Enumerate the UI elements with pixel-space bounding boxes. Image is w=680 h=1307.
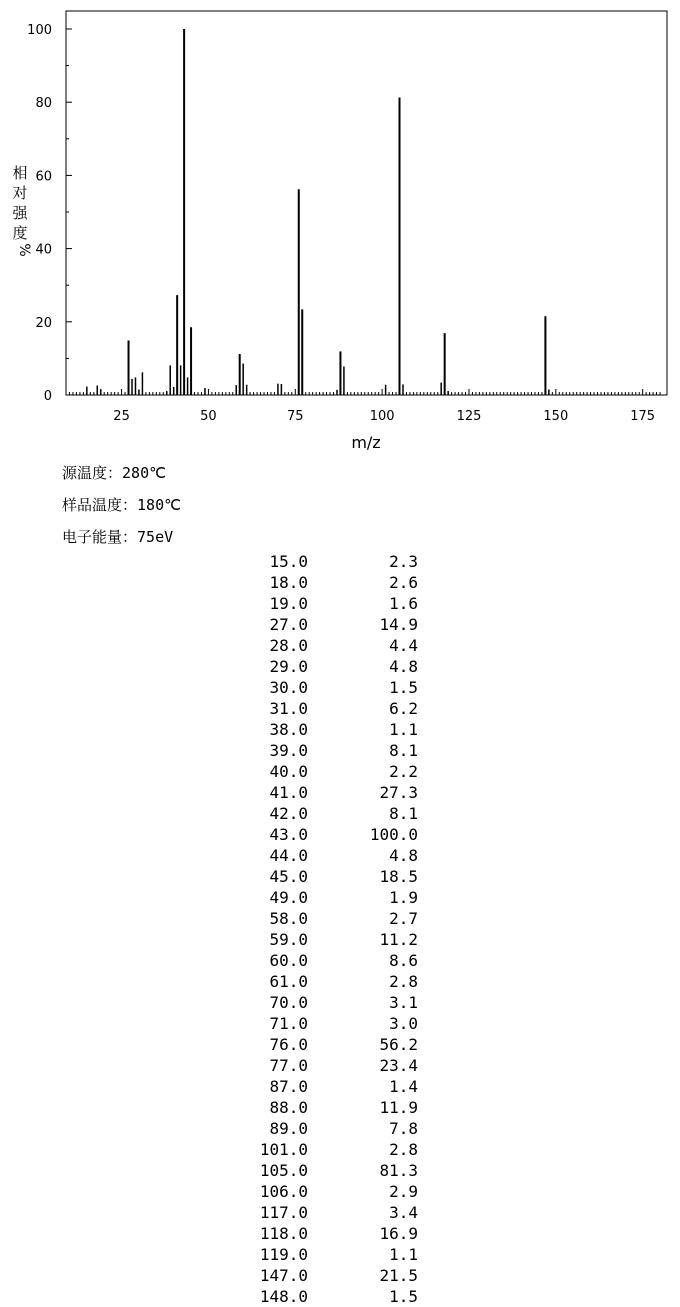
intensity-value: 1.5	[389, 678, 418, 697]
table-row	[230, 845, 430, 866]
source-temperature-label: 源温度：	[62, 464, 123, 482]
mz-value: 105.0	[259, 1161, 308, 1180]
mz-value: 30.0	[269, 678, 308, 697]
table-row	[230, 803, 430, 824]
peak-bars	[87, 29, 549, 395]
intensity-value: 3.1	[389, 993, 418, 1012]
intensity-value: 1.1	[389, 720, 418, 739]
table-row	[230, 992, 430, 1013]
sample-temperature-label: 样品温度：	[62, 496, 138, 514]
x-tick-label: 100	[369, 409, 395, 424]
intensity-value: 2.9	[389, 1182, 418, 1201]
table-row	[230, 950, 430, 971]
mz-value: 43.0	[269, 825, 308, 844]
intensity-value: 100.0	[369, 825, 418, 844]
x-tick-label: 150	[543, 409, 569, 424]
mz-value: 31.0	[269, 699, 308, 718]
table-row	[230, 635, 430, 656]
mz-value: 18.0	[269, 573, 308, 592]
table-row	[230, 614, 430, 635]
x-tick-label: 25	[113, 409, 130, 424]
intensity-value: 16.9	[379, 1224, 418, 1243]
y-tick-label: 60	[35, 169, 52, 185]
table-row	[230, 572, 430, 593]
electron-energy-value: 75eV	[137, 528, 174, 546]
intensity-value: 27.3	[379, 783, 418, 802]
mz-value: 27.0	[269, 615, 308, 634]
y-tick-label: 100	[27, 23, 52, 38]
mz-value: 147.0	[259, 1266, 308, 1285]
mz-value: 49.0	[269, 888, 308, 907]
mz-value: 76.0	[269, 1035, 308, 1054]
mz-value: 148.0	[259, 1287, 308, 1306]
mz-value: 39.0	[269, 741, 308, 760]
table-row	[230, 656, 430, 677]
x-tick-label: 75	[287, 409, 304, 424]
mass-spectrum-chart	[0, 0, 680, 460]
table-row	[230, 908, 430, 929]
table-row	[230, 593, 430, 614]
mz-value: 40.0	[269, 762, 308, 781]
table-row	[230, 1013, 430, 1034]
source-temperature	[62, 462, 166, 483]
x-tick-label: 50	[200, 409, 217, 424]
mz-value: 59.0	[269, 930, 308, 949]
mz-value: 71.0	[269, 1014, 308, 1033]
intensity-value: 1.1	[389, 1245, 418, 1264]
electron-energy	[62, 526, 173, 547]
mz-value: 38.0	[269, 720, 308, 739]
mz-value: 88.0	[269, 1098, 308, 1117]
table-row	[230, 1244, 430, 1265]
table-row	[230, 1265, 430, 1286]
intensity-value: 1.4	[389, 1077, 418, 1096]
y-label-percent: %	[16, 243, 32, 257]
table-row	[230, 1055, 430, 1076]
mz-value: 89.0	[269, 1119, 308, 1138]
mz-value: 77.0	[269, 1056, 308, 1075]
table-row	[230, 1202, 430, 1223]
peak-table	[230, 551, 430, 1307]
table-row	[230, 866, 430, 887]
y-tick-label: 20	[35, 315, 52, 331]
table-row	[230, 782, 430, 803]
table-row	[230, 1139, 430, 1160]
x-axis	[69, 389, 660, 424]
mz-value: 58.0	[269, 909, 308, 928]
intensity-value: 8.1	[389, 804, 418, 823]
source-temperature-value: 280℃	[122, 464, 166, 482]
table-row	[230, 1160, 430, 1181]
table-row	[230, 971, 430, 992]
intensity-value: 4.4	[389, 636, 418, 655]
intensity-value: 2.6	[389, 573, 418, 592]
mz-value: 44.0	[269, 846, 308, 865]
intensity-value: 6.2	[389, 699, 418, 718]
y-label-char: 对	[12, 184, 28, 202]
table-row	[230, 1118, 430, 1139]
intensity-value: 1.9	[389, 888, 418, 907]
mz-value: 70.0	[269, 993, 308, 1012]
electron-energy-label: 电子能量：	[62, 528, 138, 546]
table-row	[230, 551, 430, 572]
intensity-value: 1.5	[389, 1287, 418, 1306]
intensity-value: 4.8	[389, 657, 418, 676]
mz-value: 61.0	[269, 972, 308, 991]
y-label-char: 度	[12, 224, 28, 242]
intensity-value: 3.0	[389, 1014, 418, 1033]
y-axis	[27, 23, 72, 404]
x-tick-label: 125	[456, 409, 482, 424]
y-tick-label: 0	[43, 389, 52, 404]
table-row	[230, 740, 430, 761]
sample-temperature	[62, 494, 181, 515]
table-row	[230, 677, 430, 698]
mz-value: 28.0	[269, 636, 308, 655]
mz-value: 19.0	[269, 594, 308, 613]
table-row	[230, 824, 430, 845]
x-tick-label: 175	[630, 409, 656, 424]
mz-value: 106.0	[259, 1182, 308, 1201]
intensity-value: 2.7	[389, 909, 418, 928]
mz-value: 29.0	[269, 657, 308, 676]
intensity-value: 81.3	[379, 1161, 418, 1180]
intensity-value: 8.6	[389, 951, 418, 970]
table-row	[230, 1223, 430, 1244]
intensity-value: 4.8	[389, 846, 418, 865]
table-row	[230, 1076, 430, 1097]
mz-value: 87.0	[269, 1077, 308, 1096]
intensity-value: 23.4	[379, 1056, 418, 1075]
mz-value: 42.0	[269, 804, 308, 823]
mz-value: 45.0	[269, 867, 308, 886]
mz-value: 117.0	[259, 1203, 308, 1222]
intensity-value: 11.2	[379, 930, 418, 949]
y-tick-label: 80	[35, 96, 52, 112]
table-row	[230, 929, 430, 950]
table-row	[230, 761, 430, 782]
intensity-value: 14.9	[379, 615, 418, 634]
y-label-char: 强	[12, 204, 28, 222]
intensity-value: 18.5	[379, 867, 418, 886]
y-tick-label: 40	[35, 242, 52, 258]
table-row	[230, 1097, 430, 1118]
table-row	[230, 698, 430, 719]
y-label-char: 相	[12, 164, 28, 182]
intensity-value: 8.1	[389, 741, 418, 760]
intensity-value: 1.6	[389, 594, 418, 613]
plot-frame	[66, 11, 667, 395]
table-row	[230, 1181, 430, 1202]
intensity-value: 2.8	[389, 1140, 418, 1159]
intensity-value: 21.5	[379, 1266, 418, 1285]
intensity-value: 7.8	[389, 1119, 418, 1138]
mz-value: 15.0	[269, 552, 308, 571]
table-row	[230, 887, 430, 908]
intensity-value: 11.9	[379, 1098, 418, 1117]
table-row	[230, 1034, 430, 1055]
mz-value: 60.0	[269, 951, 308, 970]
intensity-value: 2.3	[389, 552, 418, 571]
table-row	[230, 719, 430, 740]
intensity-value: 3.4	[389, 1203, 418, 1222]
mz-value: 119.0	[259, 1245, 308, 1264]
sample-temperature-value: 180℃	[137, 496, 181, 514]
y-axis-label	[12, 164, 32, 257]
intensity-value: 56.2	[379, 1035, 418, 1054]
intensity-value: 2.8	[389, 972, 418, 991]
mz-value: 118.0	[259, 1224, 308, 1243]
intensity-value: 2.2	[389, 762, 418, 781]
x-axis-label: m/z	[351, 433, 381, 452]
mz-value: 41.0	[269, 783, 308, 802]
mz-value: 101.0	[259, 1140, 308, 1159]
